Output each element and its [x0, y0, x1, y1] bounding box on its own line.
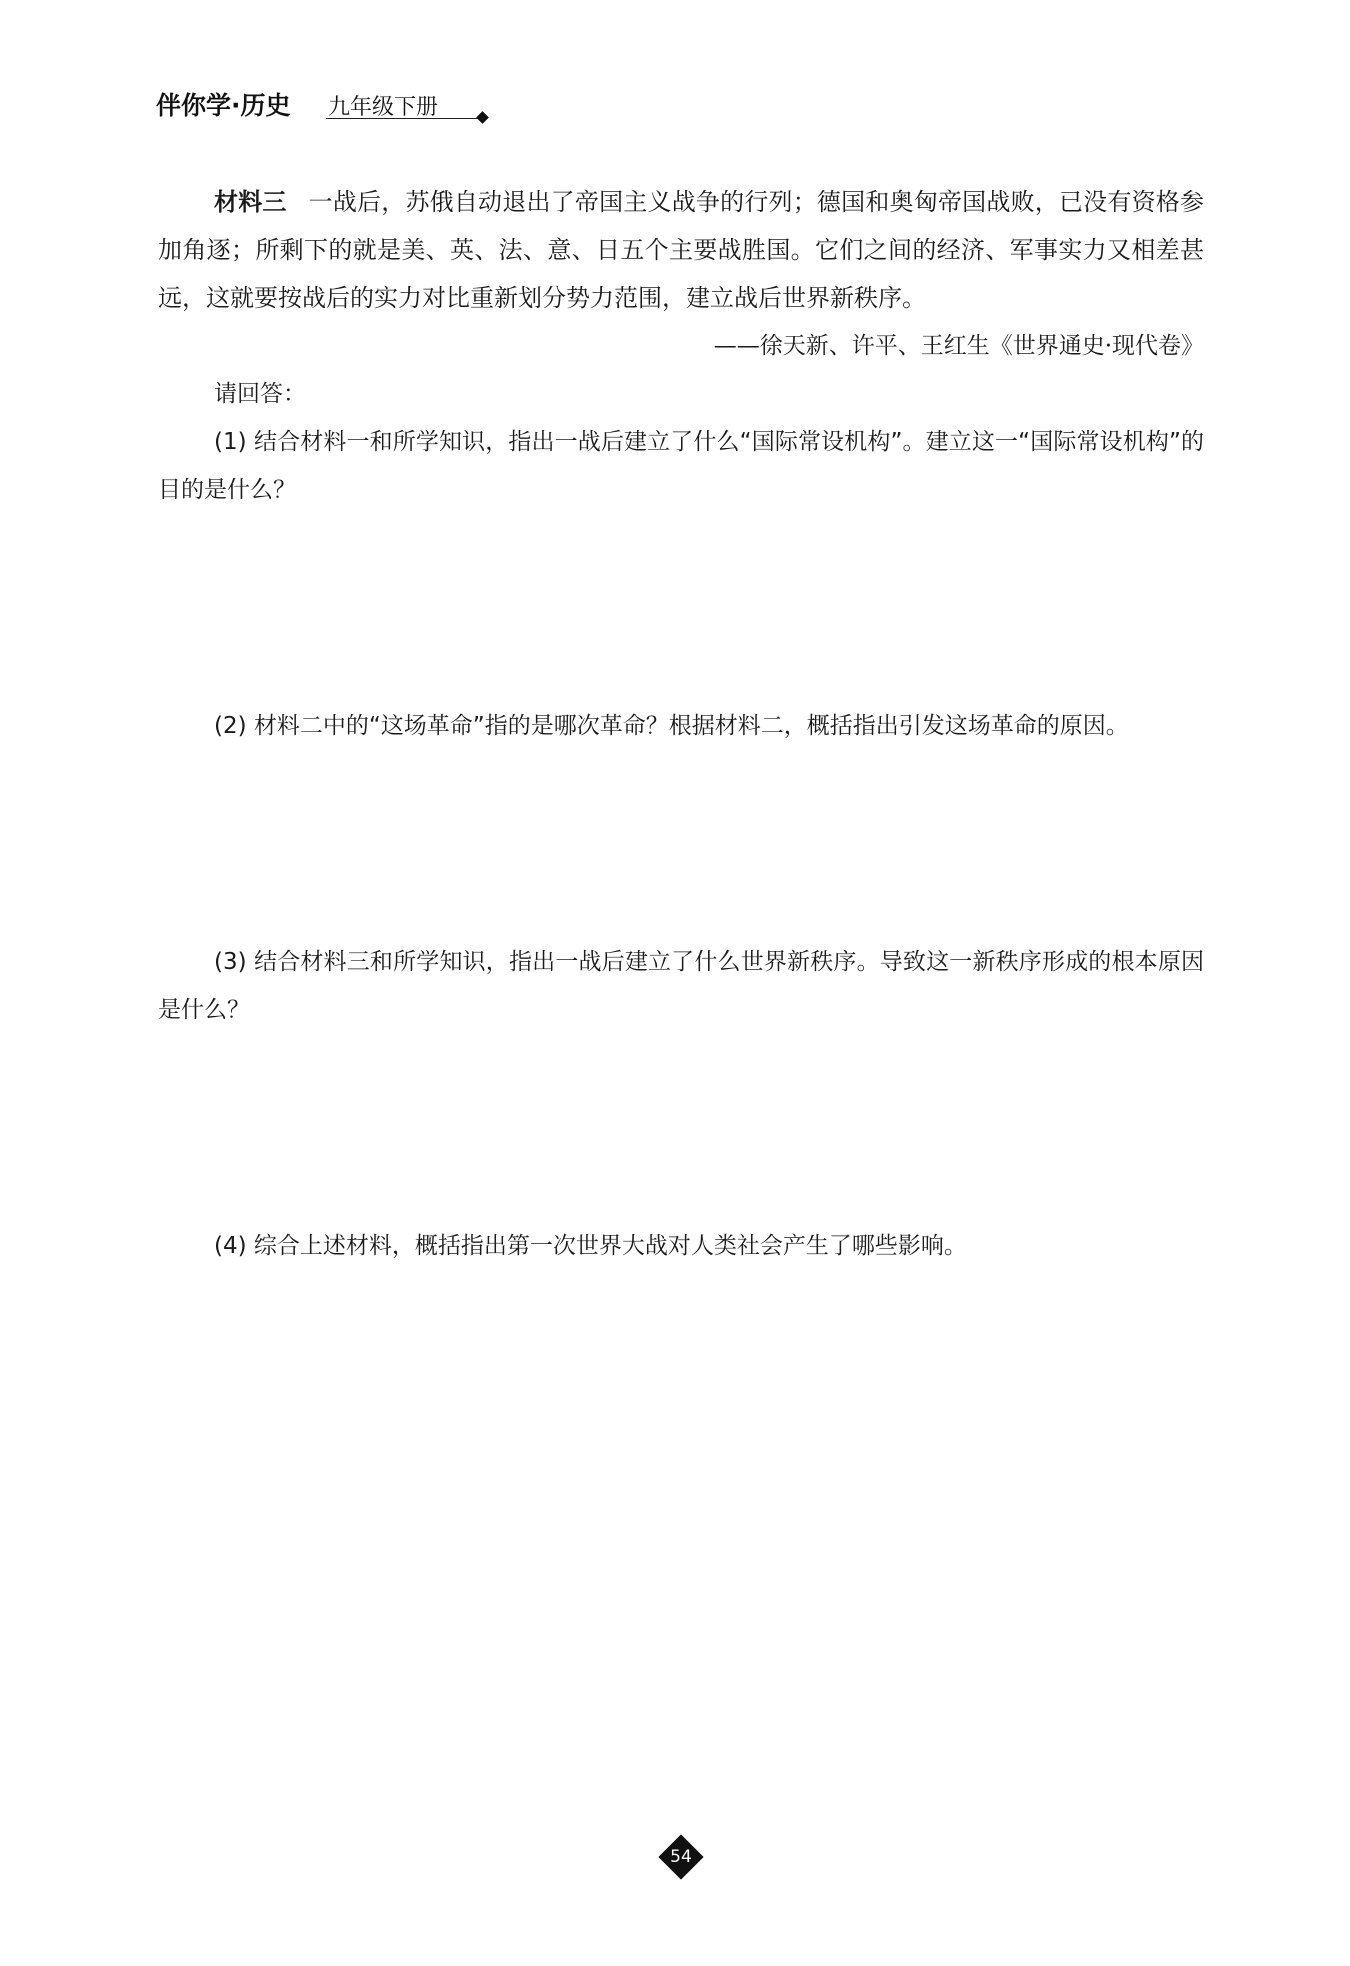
- question-3: (3) 结合材料三和所学知识，指出一战后建立了什么世界新秩序。导致这一新秩序形成的根本原因是什么？: [158, 949, 1204, 1023]
- answer-space-1: [158, 514, 1204, 702]
- header-rule: [326, 118, 480, 119]
- material-three: [158, 178, 1204, 322]
- answer-space-3: [158, 1034, 1204, 1222]
- grade-label: 九年级下册: [328, 95, 439, 120]
- material-three-text: 一战后，苏俄自动退出了帝国主义战争的行列；德国和奥匈帝国战败，已没有资格参加角逐；所剩下的就是美、英、法、意、日五个主要战胜国。它们之间的经济、军事实力又相差甚远，这就要按战后的实力对比重新划分势力范围，建立战后世界新秩序。: [158, 188, 1205, 312]
- question-1: (1) 结合材料一和所学知识，指出一战后建立了什么“国际常设机构”。建立这一“国际常设机构”的目的是什么？: [158, 429, 1204, 503]
- page-content: [158, 178, 1204, 1270]
- page-number-badge: [659, 1835, 703, 1879]
- material-three-source: ——徐天新、许平、王红生《世界通史·现代卷》: [713, 333, 1204, 359]
- diamond-icon: [476, 111, 489, 124]
- material-three-label: 材料三: [214, 188, 287, 216]
- question-2: (2) 材料二中的“这场革命”指的是哪次革命？根据材料二，概括指出引发这场革命的原因。: [214, 713, 1129, 739]
- page-header: [156, 86, 490, 126]
- answer-space-2: [158, 750, 1204, 938]
- answer-prompt: 请回答：: [214, 381, 306, 407]
- page-number: 54: [670, 1847, 692, 1867]
- question-4: (4) 综合上述材料，概括指出第一次世界大战对人类社会产生了哪些影响。: [214, 1233, 967, 1259]
- book-title: 伴你学·历史: [156, 91, 291, 120]
